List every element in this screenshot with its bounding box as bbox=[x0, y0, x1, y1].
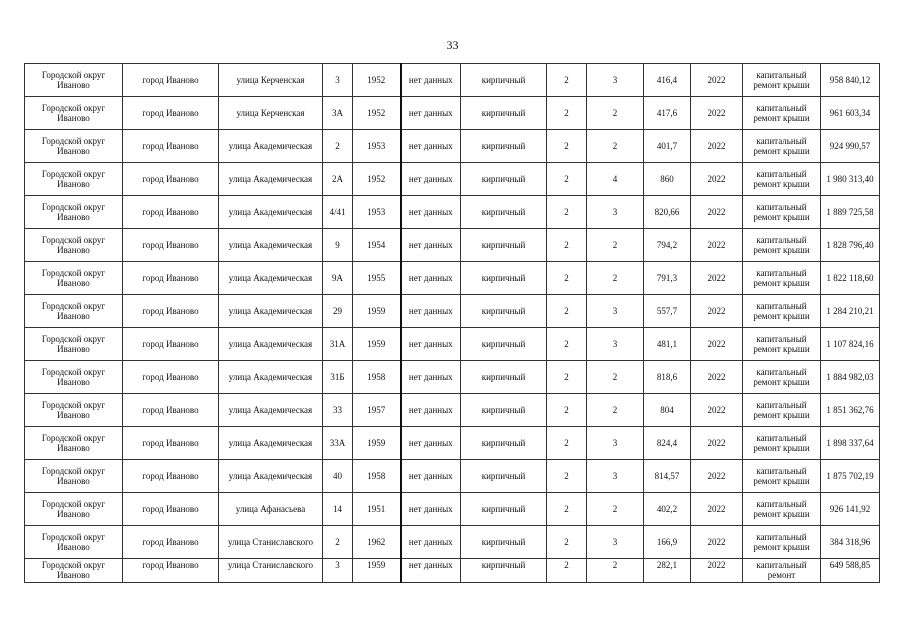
cost-cell: 649 588,85 bbox=[821, 559, 880, 583]
entrances-cell: 2 bbox=[587, 130, 644, 163]
wall-material-cell: кирпичный bbox=[461, 262, 547, 295]
street-cell: улица Академическая bbox=[219, 229, 323, 262]
renovation-year-cell: нет данных bbox=[401, 97, 461, 130]
entrances-cell: 3 bbox=[587, 196, 644, 229]
city-cell: город Иваново bbox=[123, 526, 219, 559]
work-type-cell: капитальный ремонт крыши bbox=[743, 493, 821, 526]
construction-year-cell: 1959 bbox=[353, 427, 401, 460]
cost-cell: 384 318,96 bbox=[821, 526, 880, 559]
table-row bbox=[25, 196, 880, 229]
plan-year-cell: 2022 bbox=[691, 163, 743, 196]
street-cell: улица Афанасьева bbox=[219, 493, 323, 526]
construction-year-cell: 1959 bbox=[353, 295, 401, 328]
wall-material-cell: кирпичный bbox=[461, 394, 547, 427]
street-cell: улица Станиславского bbox=[219, 559, 323, 583]
floors-cell: 2 bbox=[547, 361, 587, 394]
wall-material-cell: кирпичный bbox=[461, 361, 547, 394]
floors-cell: 2 bbox=[547, 64, 587, 97]
area-cell: 166,9 bbox=[644, 526, 691, 559]
cost-cell: 1 889 725,58 bbox=[821, 196, 880, 229]
house-number-cell: 33 bbox=[323, 394, 353, 427]
house-number-cell: 2 bbox=[323, 526, 353, 559]
entrances-cell: 3 bbox=[587, 526, 644, 559]
renovation-year-cell: нет данных bbox=[401, 460, 461, 493]
renovation-year-cell: нет данных bbox=[401, 328, 461, 361]
work-type-cell: капитальный ремонт bbox=[743, 559, 821, 583]
work-type-cell: капитальный ремонт крыши bbox=[743, 394, 821, 427]
city-cell: город Иваново bbox=[123, 328, 219, 361]
house-number-cell: 31Б bbox=[323, 361, 353, 394]
table-row bbox=[25, 295, 880, 328]
wall-material-cell: кирпичный bbox=[461, 196, 547, 229]
area-cell: 814,57 bbox=[644, 460, 691, 493]
construction-year-cell: 1958 bbox=[353, 361, 401, 394]
area-cell: 481,1 bbox=[644, 328, 691, 361]
house-number-cell: 9А bbox=[323, 262, 353, 295]
district-cell: Городской округ Иваново bbox=[25, 64, 123, 97]
work-type-cell: капитальный ремонт крыши bbox=[743, 163, 821, 196]
area-cell: 401,7 bbox=[644, 130, 691, 163]
city-cell: город Иваново bbox=[123, 196, 219, 229]
cost-cell: 924 990,57 bbox=[821, 130, 880, 163]
cost-cell: 1 284 210,21 bbox=[821, 295, 880, 328]
entrances-cell: 3 bbox=[587, 460, 644, 493]
district-cell: Городской округ Иваново bbox=[25, 427, 123, 460]
renovation-year-cell: нет данных bbox=[401, 559, 461, 583]
area-cell: 794,2 bbox=[644, 229, 691, 262]
renovation-year-cell: нет данных bbox=[401, 394, 461, 427]
house-number-cell: 2 bbox=[323, 130, 353, 163]
plan-year-cell: 2022 bbox=[691, 493, 743, 526]
wall-material-cell: кирпичный bbox=[461, 328, 547, 361]
table-row bbox=[25, 64, 880, 97]
area-cell: 791,3 bbox=[644, 262, 691, 295]
table-row bbox=[25, 460, 880, 493]
floors-cell: 2 bbox=[547, 559, 587, 583]
floors-cell: 2 bbox=[547, 427, 587, 460]
floors-cell: 2 bbox=[547, 394, 587, 427]
plan-year-cell: 2022 bbox=[691, 229, 743, 262]
area-cell: 557,7 bbox=[644, 295, 691, 328]
work-type-cell: капитальный ремонт крыши bbox=[743, 526, 821, 559]
table-row bbox=[25, 526, 880, 559]
street-cell: улица Станиславского bbox=[219, 526, 323, 559]
city-cell: город Иваново bbox=[123, 493, 219, 526]
entrances-cell: 2 bbox=[587, 361, 644, 394]
street-cell: улица Академическая bbox=[219, 427, 323, 460]
housing-registry-table bbox=[24, 63, 880, 583]
construction-year-cell: 1952 bbox=[353, 163, 401, 196]
cost-cell: 1 851 362,76 bbox=[821, 394, 880, 427]
area-cell: 818,6 bbox=[644, 361, 691, 394]
street-cell: улица Академическая bbox=[219, 163, 323, 196]
plan-year-cell: 2022 bbox=[691, 394, 743, 427]
work-type-cell: капитальный ремонт крыши bbox=[743, 196, 821, 229]
plan-year-cell: 2022 bbox=[691, 196, 743, 229]
construction-year-cell: 1958 bbox=[353, 460, 401, 493]
district-cell: Городской округ Иваново bbox=[25, 196, 123, 229]
table-row bbox=[25, 229, 880, 262]
construction-year-cell: 1951 bbox=[353, 493, 401, 526]
renovation-year-cell: нет данных bbox=[401, 64, 461, 97]
house-number-cell: 29 bbox=[323, 295, 353, 328]
city-cell: город Иваново bbox=[123, 394, 219, 427]
city-cell: город Иваново bbox=[123, 130, 219, 163]
street-cell: улица Академическая bbox=[219, 262, 323, 295]
table-row bbox=[25, 394, 880, 427]
entrances-cell: 2 bbox=[587, 97, 644, 130]
work-type-cell: капитальный ремонт крыши bbox=[743, 64, 821, 97]
city-cell: город Иваново bbox=[123, 97, 219, 130]
floors-cell: 2 bbox=[547, 97, 587, 130]
cost-cell: 926 141,92 bbox=[821, 493, 880, 526]
street-cell: улица Академическая bbox=[219, 130, 323, 163]
work-type-cell: капитальный ремонт крыши bbox=[743, 427, 821, 460]
work-type-cell: капитальный ремонт крыши bbox=[743, 262, 821, 295]
renovation-year-cell: нет данных bbox=[401, 262, 461, 295]
construction-year-cell: 1953 bbox=[353, 196, 401, 229]
work-type-cell: капитальный ремонт крыши bbox=[743, 460, 821, 493]
floors-cell: 2 bbox=[547, 196, 587, 229]
renovation-year-cell: нет данных bbox=[401, 130, 461, 163]
street-cell: улица Академическая bbox=[219, 460, 323, 493]
cost-cell: 1 822 118,60 bbox=[821, 262, 880, 295]
work-type-cell: капитальный ремонт крыши bbox=[743, 97, 821, 130]
house-number-cell: 14 bbox=[323, 493, 353, 526]
registry-body bbox=[25, 64, 880, 583]
wall-material-cell: кирпичный bbox=[461, 295, 547, 328]
district-cell: Городской округ Иваново bbox=[25, 559, 123, 583]
house-number-cell: 31А bbox=[323, 328, 353, 361]
wall-material-cell: кирпичный bbox=[461, 130, 547, 163]
construction-year-cell: 1959 bbox=[353, 328, 401, 361]
district-cell: Городской округ Иваново bbox=[25, 526, 123, 559]
cost-cell: 961 603,34 bbox=[821, 97, 880, 130]
city-cell: город Иваново bbox=[123, 229, 219, 262]
area-cell: 417,6 bbox=[644, 97, 691, 130]
district-cell: Городской округ Иваново bbox=[25, 460, 123, 493]
plan-year-cell: 2022 bbox=[691, 427, 743, 460]
house-number-cell: 3 bbox=[323, 64, 353, 97]
district-cell: Городской округ Иваново bbox=[25, 361, 123, 394]
table-row bbox=[25, 130, 880, 163]
street-cell: улица Академическая bbox=[219, 394, 323, 427]
floors-cell: 2 bbox=[547, 328, 587, 361]
plan-year-cell: 2022 bbox=[691, 130, 743, 163]
floors-cell: 2 bbox=[547, 130, 587, 163]
plan-year-cell: 2022 bbox=[691, 559, 743, 583]
entrances-cell: 2 bbox=[587, 262, 644, 295]
construction-year-cell: 1952 bbox=[353, 64, 401, 97]
table-row bbox=[25, 559, 880, 583]
table-row bbox=[25, 262, 880, 295]
floors-cell: 2 bbox=[547, 262, 587, 295]
wall-material-cell: кирпичный bbox=[461, 526, 547, 559]
cost-cell: 958 840,12 bbox=[821, 64, 880, 97]
area-cell: 282,1 bbox=[644, 559, 691, 583]
work-type-cell: капитальный ремонт крыши bbox=[743, 328, 821, 361]
construction-year-cell: 1954 bbox=[353, 229, 401, 262]
entrances-cell: 3 bbox=[587, 427, 644, 460]
cost-cell: 1 875 702,19 bbox=[821, 460, 880, 493]
construction-year-cell: 1959 bbox=[353, 559, 401, 583]
renovation-year-cell: нет данных bbox=[401, 493, 461, 526]
city-cell: город Иваново bbox=[123, 163, 219, 196]
renovation-year-cell: нет данных bbox=[401, 163, 461, 196]
cost-cell: 1 898 337,64 bbox=[821, 427, 880, 460]
floors-cell: 2 bbox=[547, 295, 587, 328]
house-number-cell: 4/41 bbox=[323, 196, 353, 229]
work-type-cell: капитальный ремонт крыши bbox=[743, 295, 821, 328]
plan-year-cell: 2022 bbox=[691, 262, 743, 295]
entrances-cell: 2 bbox=[587, 493, 644, 526]
city-cell: город Иваново bbox=[123, 64, 219, 97]
city-cell: город Иваново bbox=[123, 361, 219, 394]
district-cell: Городской округ Иваново bbox=[25, 394, 123, 427]
city-cell: город Иваново bbox=[123, 295, 219, 328]
plan-year-cell: 2022 bbox=[691, 361, 743, 394]
entrances-cell: 2 bbox=[587, 394, 644, 427]
page-number: 33 bbox=[446, 38, 459, 52]
work-type-cell: капитальный ремонт крыши bbox=[743, 130, 821, 163]
district-cell: Городской округ Иваново bbox=[25, 229, 123, 262]
wall-material-cell: кирпичный bbox=[461, 493, 547, 526]
plan-year-cell: 2022 bbox=[691, 526, 743, 559]
renovation-year-cell: нет данных bbox=[401, 526, 461, 559]
construction-year-cell: 1953 bbox=[353, 130, 401, 163]
floors-cell: 2 bbox=[547, 493, 587, 526]
table-row bbox=[25, 163, 880, 196]
wall-material-cell: кирпичный bbox=[461, 97, 547, 130]
plan-year-cell: 2022 bbox=[691, 460, 743, 493]
area-cell: 820,66 bbox=[644, 196, 691, 229]
cost-cell: 1 107 824,16 bbox=[821, 328, 880, 361]
entrances-cell: 3 bbox=[587, 328, 644, 361]
street-cell: улица Академическая bbox=[219, 196, 323, 229]
entrances-cell: 3 bbox=[587, 295, 644, 328]
street-cell: улица Академическая bbox=[219, 328, 323, 361]
wall-material-cell: кирпичный bbox=[461, 427, 547, 460]
work-type-cell: капитальный ремонт крыши bbox=[743, 229, 821, 262]
street-cell: улица Керченская bbox=[219, 64, 323, 97]
district-cell: Городской округ Иваново bbox=[25, 163, 123, 196]
renovation-year-cell: нет данных bbox=[401, 196, 461, 229]
renovation-year-cell: нет данных bbox=[401, 229, 461, 262]
city-cell: город Иваново bbox=[123, 427, 219, 460]
street-cell: улица Академическая bbox=[219, 361, 323, 394]
construction-year-cell: 1952 bbox=[353, 97, 401, 130]
table-row bbox=[25, 361, 880, 394]
house-number-cell: 3А bbox=[323, 97, 353, 130]
entrances-cell: 4 bbox=[587, 163, 644, 196]
plan-year-cell: 2022 bbox=[691, 295, 743, 328]
entrances-cell: 2 bbox=[587, 559, 644, 583]
table-row bbox=[25, 493, 880, 526]
house-number-cell: 33А bbox=[323, 427, 353, 460]
table-row bbox=[25, 97, 880, 130]
wall-material-cell: кирпичный bbox=[461, 559, 547, 583]
area-cell: 402,2 bbox=[644, 493, 691, 526]
street-cell: улица Академическая bbox=[219, 295, 323, 328]
construction-year-cell: 1962 bbox=[353, 526, 401, 559]
city-cell: город Иваново bbox=[123, 262, 219, 295]
district-cell: Городской округ Иваново bbox=[25, 262, 123, 295]
construction-year-cell: 1955 bbox=[353, 262, 401, 295]
floors-cell: 2 bbox=[547, 163, 587, 196]
renovation-year-cell: нет данных bbox=[401, 427, 461, 460]
floors-cell: 2 bbox=[547, 526, 587, 559]
entrances-cell: 2 bbox=[587, 229, 644, 262]
house-number-cell: 9 bbox=[323, 229, 353, 262]
city-cell: город Иваново bbox=[123, 460, 219, 493]
floors-cell: 2 bbox=[547, 460, 587, 493]
wall-material-cell: кирпичный bbox=[461, 229, 547, 262]
plan-year-cell: 2022 bbox=[691, 64, 743, 97]
plan-year-cell: 2022 bbox=[691, 328, 743, 361]
cost-cell: 1 884 982,03 bbox=[821, 361, 880, 394]
entrances-cell: 3 bbox=[587, 64, 644, 97]
district-cell: Городской округ Иваново bbox=[25, 97, 123, 130]
renovation-year-cell: нет данных bbox=[401, 361, 461, 394]
work-type-cell: капитальный ремонт крыши bbox=[743, 361, 821, 394]
cost-cell: 1 828 796,40 bbox=[821, 229, 880, 262]
table-row bbox=[25, 427, 880, 460]
renovation-year-cell: нет данных bbox=[401, 295, 461, 328]
floors-cell: 2 bbox=[547, 229, 587, 262]
area-cell: 804 bbox=[644, 394, 691, 427]
district-cell: Городской округ Иваново bbox=[25, 493, 123, 526]
construction-year-cell: 1957 bbox=[353, 394, 401, 427]
wall-material-cell: кирпичный bbox=[461, 163, 547, 196]
district-cell: Городской округ Иваново bbox=[25, 328, 123, 361]
house-number-cell: 40 bbox=[323, 460, 353, 493]
district-cell: Городской округ Иваново bbox=[25, 130, 123, 163]
wall-material-cell: кирпичный bbox=[461, 64, 547, 97]
street-cell: улица Керченская bbox=[219, 97, 323, 130]
area-cell: 824,4 bbox=[644, 427, 691, 460]
district-cell: Городской округ Иваново bbox=[25, 295, 123, 328]
city-cell: город Иваново bbox=[123, 559, 219, 583]
table-row bbox=[25, 328, 880, 361]
plan-year-cell: 2022 bbox=[691, 97, 743, 130]
area-cell: 860 bbox=[644, 163, 691, 196]
house-number-cell: 2А bbox=[323, 163, 353, 196]
wall-material-cell: кирпичный bbox=[461, 460, 547, 493]
house-number-cell: 3 bbox=[323, 559, 353, 583]
cost-cell: 1 980 313,40 bbox=[821, 163, 880, 196]
area-cell: 416,4 bbox=[644, 64, 691, 97]
